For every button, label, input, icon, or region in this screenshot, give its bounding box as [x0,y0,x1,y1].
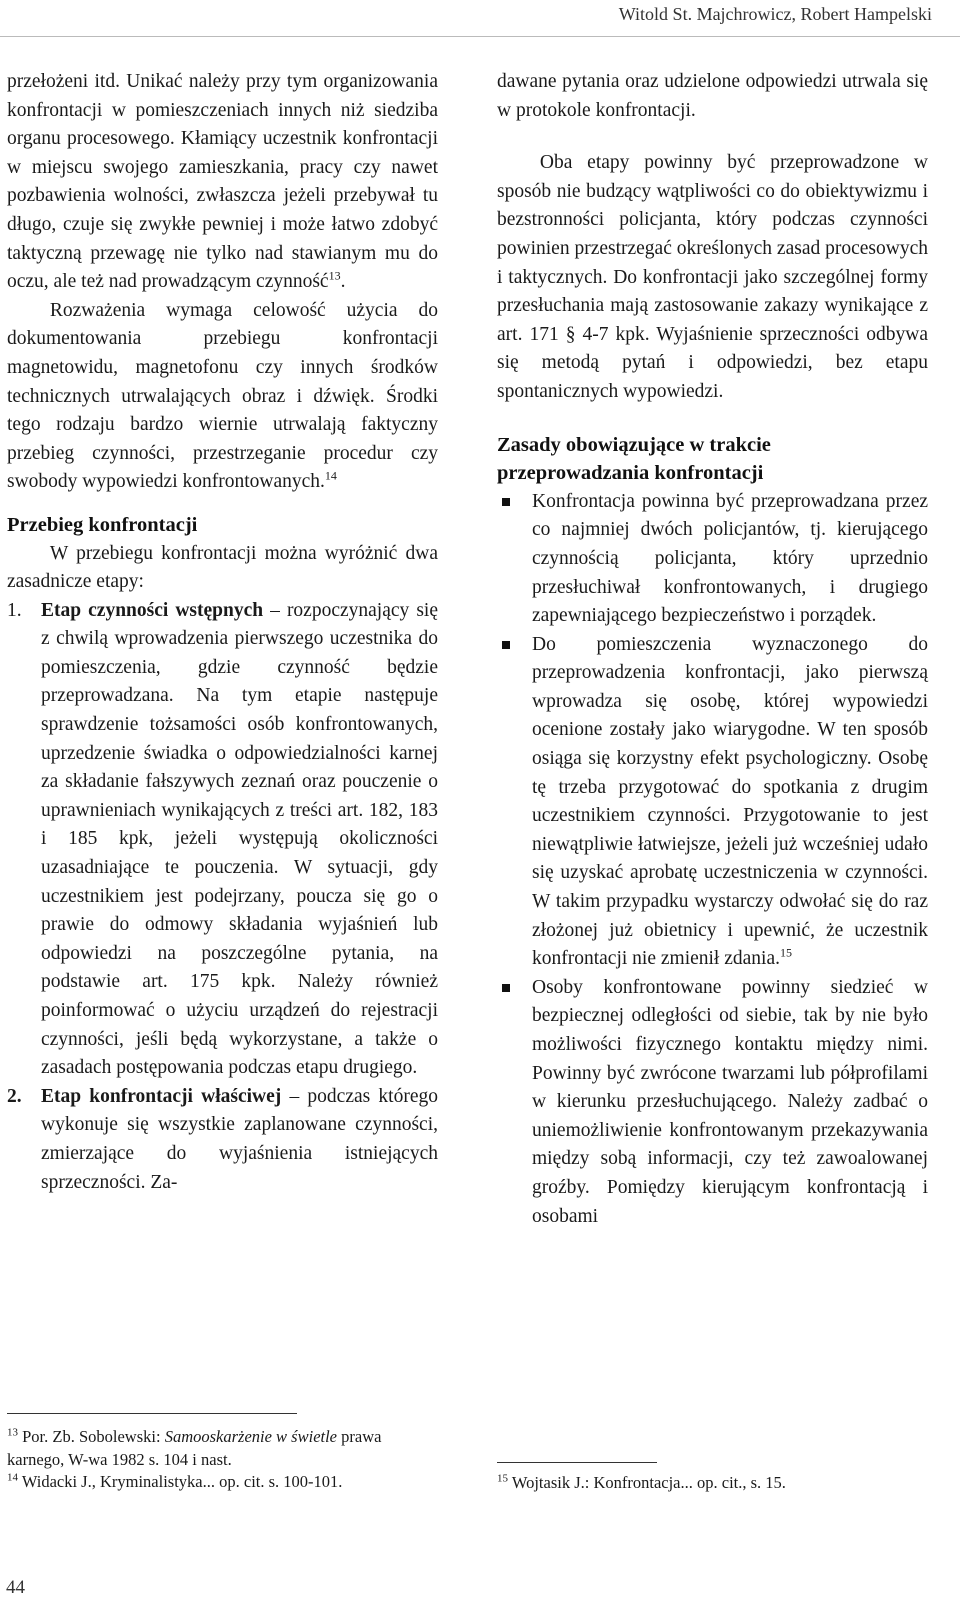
paragraph: dawane pytania oraz udzielone odpowiedzi utrwala się w protokole konfrontacji. [497,71,928,121]
list-number: 2. [7,1085,22,1107]
running-header: Witold St. Majchrowicz, Robert Hampelski [618,4,932,24]
list-item-text: – podczas którego wykonuje się wszystkie zaplanowane czynności, zmierzające do wyjaśnienia istniejących sprzeczności. Za- [41,1085,438,1193]
bullet-text: Do pomieszczenia wyznaczonego do przeprowadzenia konfrontacji, jako pierwszą wprowadza się osobę, której wypowiedzi ocenione zostały jako wiarygodne. W ten sposób osiąga się korzystny efekt psychologiczny. Osobę tę trzeba przygotować do spotkania z drugim uczestnikiem czynności. Przygotowanie to jest niewątpliwie łatwiejsze, jeżeli już wcześniej udało się uzyskać aprobatę uczestniczenia w czynności. W takim przypadku wystarczy odwołać się do raz złożonej już obietnicy i upewnić, że uczestnik konfrontacji nie zmienił zdania. [532,633,928,970]
footnote [7,1471,438,1494]
paragraph: W przebiegu konfrontacji można wyróżnić dwa zasadnicze etapy: [7,542,438,593]
footnote [7,1426,438,1471]
header-rule [0,36,960,37]
bullet-text: Konfrontacja powinna być przeprowadzana przez co najmniej dwóch policjantów, tj. kierującego czynnością policjanta, który uprzednio przesłuchiwał konfrontowanych, i drugiego zapewniającego bezpieczeństwo i porządek. [532,490,928,627]
footnote-number: 13 [7,1426,18,1439]
list-item-title: Etap czynności wstępnych [41,599,264,621]
list-item [7,1083,438,1197]
footnotes-right [497,1472,928,1495]
section-heading: Przebieg konfrontacji [7,513,198,536]
bullet-text: Osoby konfrontowane powinny siedzieć w bezpiecznej odległości od siebie, tak by nie było możliwości fizycznego kontaktu między nimi. Powinny być zwrócone twarzami lub półprofilami w kierunku przesłuchującego. Należy zadbać o uniemożliwienie konfrontowanym przekazywania między sobą informacji, czy też zawoalowanej groźby. Pomiędzy kierującym konfrontacją i osobami [532,976,928,1227]
footnotes-left [7,1426,438,1494]
footnote-text: prawa karnego, W-wa 1982 s. 104 i nast. [7,1427,382,1469]
footnote-number: 15 [497,1472,508,1485]
list-item-text: – rozpoczynający się z chwilą wprowadzenia pierwszego uczestnika do pomieszczenia, gdzie czynność będzie przeprowadzana. Na tym etapie następuje sprawdzenie tożsamości osób konfrontowanych, uprzedzenie świadka o odpowiedzialności karnej za składanie fałszywych zeznań oraz pouczenie o uprawnieniach wynikających z treści art. 182, 183 i 185 kpk, jeżeli występują okoliczności uzasadniające te pouczenia. W sytuacji, gdy uczestnikiem jest podejrzany, poucza się go o prawie do odmowy składania wyjaśnień lub odpowiedzi na poszczególne pytania, na podstawie art. 175 kpk. Należy również poinformować o użyciu urządzeń do rejestracji czynności, jeśli będą wykorzystane, a także o zasadach postępowania podczas etapu drugiego. [41,599,438,1079]
square-bullet-icon [497,488,532,631]
footnote-number: 14 [7,1471,18,1484]
left-column [7,68,438,1197]
bullet-item [497,974,928,1231]
footnote-ref: 15 [780,945,792,960]
footnote [497,1472,928,1495]
square-bullet-icon [497,974,532,1231]
page-number: 44 [6,1577,25,1598]
square-bullet-icon [497,631,532,974]
footnote-book-title: Samooskarżenie w świetle [164,1427,338,1446]
footnote-ref: 13 [328,268,341,283]
paragraph [7,68,438,297]
bullet-item [497,631,928,974]
paragraph-text: przełożeni itd. Unikać należy przy tym organizowania konfrontacji w pomieszczeniach innych niż siedziba organu procesowego. Kłamiący uczestnik konfrontacji w miejscu swojego zamieszkania, pracy czy nawet pozbawienia wolności, zwłaszcza jeżeli przebywał tu długo, czuje się zwykłe pewniej i może łatwo zdobyć taktyczną przewagę nie tylko nad stawianym mu do oczu, ale też nad prowadzącym czynność [7,71,438,293]
bullet-item [497,488,928,631]
list-number: 1. [7,599,22,621]
footnote-rule [7,1413,297,1414]
paragraph-text: . [340,271,346,293]
paragraph-text: Rozważenia wymaga celowość użycia do dokumentowania przebiegu konfrontacji magnetowidu, magnetofonu czy innych środków technicznych utrwalających obraz i dźwięk. Środki tego rodzaju bardzo wiernie utrwalają faktyczny przebieg czynności, przestrzeganie procedur czy swobody wypowiedzi konfrontowanych. [7,299,438,493]
list-item [7,597,438,1083]
footnote-ref: 14 [324,468,337,483]
footnote-text: Widacki J., Kryminalistyka... op. cit. s. 100-101. [18,1472,343,1491]
footnote-text: Wojtasik J.: Konfrontacja... op. cit., s. 15. [508,1473,786,1492]
paragraph [7,297,438,497]
list-item-title: Etap konfrontacji właściwej [41,1085,282,1107]
footnote-rule [497,1462,657,1463]
footnote-text: Por. Zb. Sobolewski: [18,1427,165,1446]
right-column [497,68,928,1231]
section-heading: Zasady obowiązujące w trakcie przeprowadzania konfrontacji [497,433,771,485]
paragraph: Oba etapy powinny być przeprowadzone w sposób nie budzący wątpliwości co do obiektywizmu i bezstronności policjanta, który podczas czynności powinien przestrzegać określonych zasad procesowych i taktycznych. Do konfrontacji jako szczególnej formy przesłuchania mają zastosowanie zakazy wynikające z art. 171 § 4-7 kpk. Wyjaśnienie sprzeczności odbywa się metodą pytań i odpowiedzi, bez etapu spontanicznych wypowiedzi. [497,152,928,402]
